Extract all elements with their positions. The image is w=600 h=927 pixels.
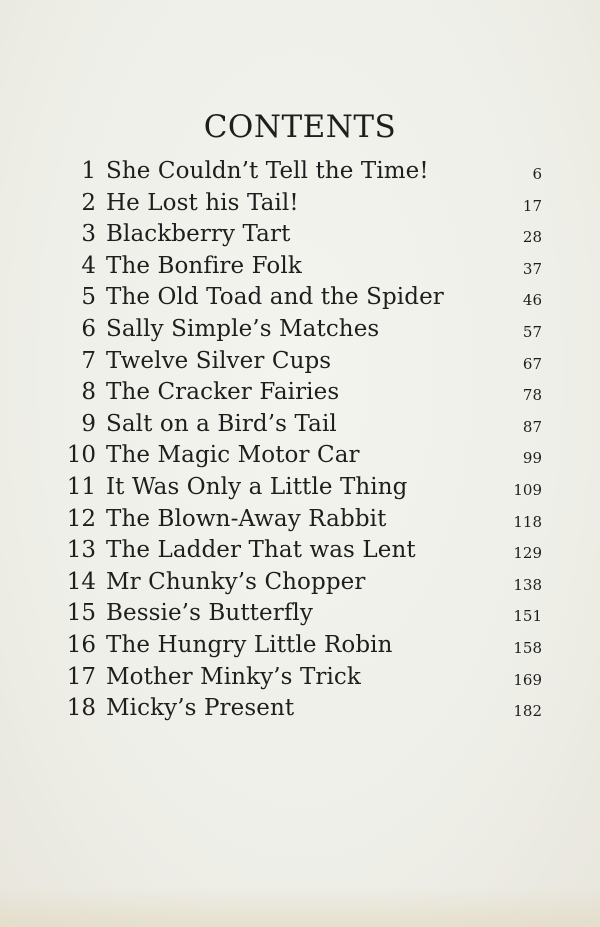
chapter-number: 1 xyxy=(81,158,96,184)
contents-entry xyxy=(0,156,600,188)
chapter-number: 9 xyxy=(81,410,96,437)
chapter-number: 12 xyxy=(66,505,96,532)
page-number: 28 xyxy=(522,228,542,247)
chapter-title: Micky’s Present xyxy=(106,695,295,722)
chapter-title: The Magic Motor Car xyxy=(106,442,360,469)
chapter-title: The Old Toad and the Spider xyxy=(106,284,444,311)
contents-entry xyxy=(0,535,600,567)
chapter-title: It Was Only a Little Thing xyxy=(106,473,408,500)
chapter-number: 10 xyxy=(66,442,96,469)
page-number: 78 xyxy=(522,386,542,405)
chapter-title: The Bonfire Folk xyxy=(106,252,302,279)
chapter-number: 16 xyxy=(66,631,96,658)
page-number: 109 xyxy=(513,480,542,499)
chapter-number: 14 xyxy=(66,568,96,595)
chapter-title: The Cracker Fairies xyxy=(106,379,340,406)
contents-entry xyxy=(0,346,600,378)
chapter-title: The Ladder That was Lent xyxy=(106,537,416,564)
chapter-title: Blackberry Tart xyxy=(106,221,291,248)
chapter-title: Bessie’s Butterfly xyxy=(106,600,313,627)
chapter-title: Mr Chunky’s Chopper xyxy=(106,568,366,595)
contents-list xyxy=(0,156,600,725)
page-number: 37 xyxy=(522,259,542,278)
page-number: 57 xyxy=(522,322,542,341)
contents-entry xyxy=(0,598,600,630)
chapter-number: 8 xyxy=(81,379,96,406)
chapter-number: 7 xyxy=(81,347,96,374)
contents-entry xyxy=(0,282,600,314)
page-number: 182 xyxy=(513,702,542,721)
page-number: 118 xyxy=(513,512,542,531)
contents-entry xyxy=(0,314,600,346)
page-number: 17 xyxy=(522,196,542,215)
page-number: 6 xyxy=(532,165,542,183)
contents-entry xyxy=(0,251,600,283)
contents-entry xyxy=(0,409,600,441)
chapter-number: 13 xyxy=(66,537,96,564)
page-number: 67 xyxy=(522,354,542,373)
page-number: 138 xyxy=(513,575,542,594)
chapter-number: 2 xyxy=(81,189,96,216)
chapter-title: Mother Minky’s Trick xyxy=(106,663,361,690)
chapter-title: She Couldn’t Tell the Time! xyxy=(106,158,429,184)
page-number: 129 xyxy=(513,544,542,563)
chapter-title: The Hungry Little Robin xyxy=(106,631,393,658)
contents-entry xyxy=(0,504,600,536)
chapter-number: 15 xyxy=(66,600,96,627)
chapter-title: He Lost his Tail! xyxy=(106,189,299,216)
chapter-number: 3 xyxy=(81,221,96,248)
page-number: 46 xyxy=(522,291,542,310)
chapter-number: 18 xyxy=(66,695,96,722)
contents-entry xyxy=(0,472,600,504)
page-number: 169 xyxy=(513,670,542,689)
chapter-number: 11 xyxy=(66,473,96,500)
contents-entry xyxy=(0,693,600,725)
chapter-number: 17 xyxy=(66,663,96,690)
contents-heading: CONTENTS xyxy=(203,108,397,145)
chapter-title: Salt on a Bird’s Tail xyxy=(106,410,337,437)
chapter-title: Sally Simple’s Matches xyxy=(106,315,380,342)
chapter-number: 5 xyxy=(81,284,96,311)
page-number: 87 xyxy=(522,417,542,436)
chapter-number: 4 xyxy=(81,252,96,279)
chapter-title: The Blown-Away Rabbit xyxy=(106,505,387,532)
contents-entry xyxy=(0,440,600,472)
contents-entry xyxy=(0,662,600,694)
contents-entry xyxy=(0,188,600,220)
page-number: 151 xyxy=(513,607,542,626)
contents-entry xyxy=(0,567,600,599)
chapter-number: 6 xyxy=(81,315,96,342)
page-bottom-edge xyxy=(0,887,600,927)
page-number: 99 xyxy=(522,449,542,468)
chapter-title: Twelve Silver Cups xyxy=(106,347,332,374)
contents-entry xyxy=(0,377,600,409)
contents-entry xyxy=(0,219,600,251)
contents-entry xyxy=(0,630,600,662)
page-number: 158 xyxy=(513,638,542,657)
